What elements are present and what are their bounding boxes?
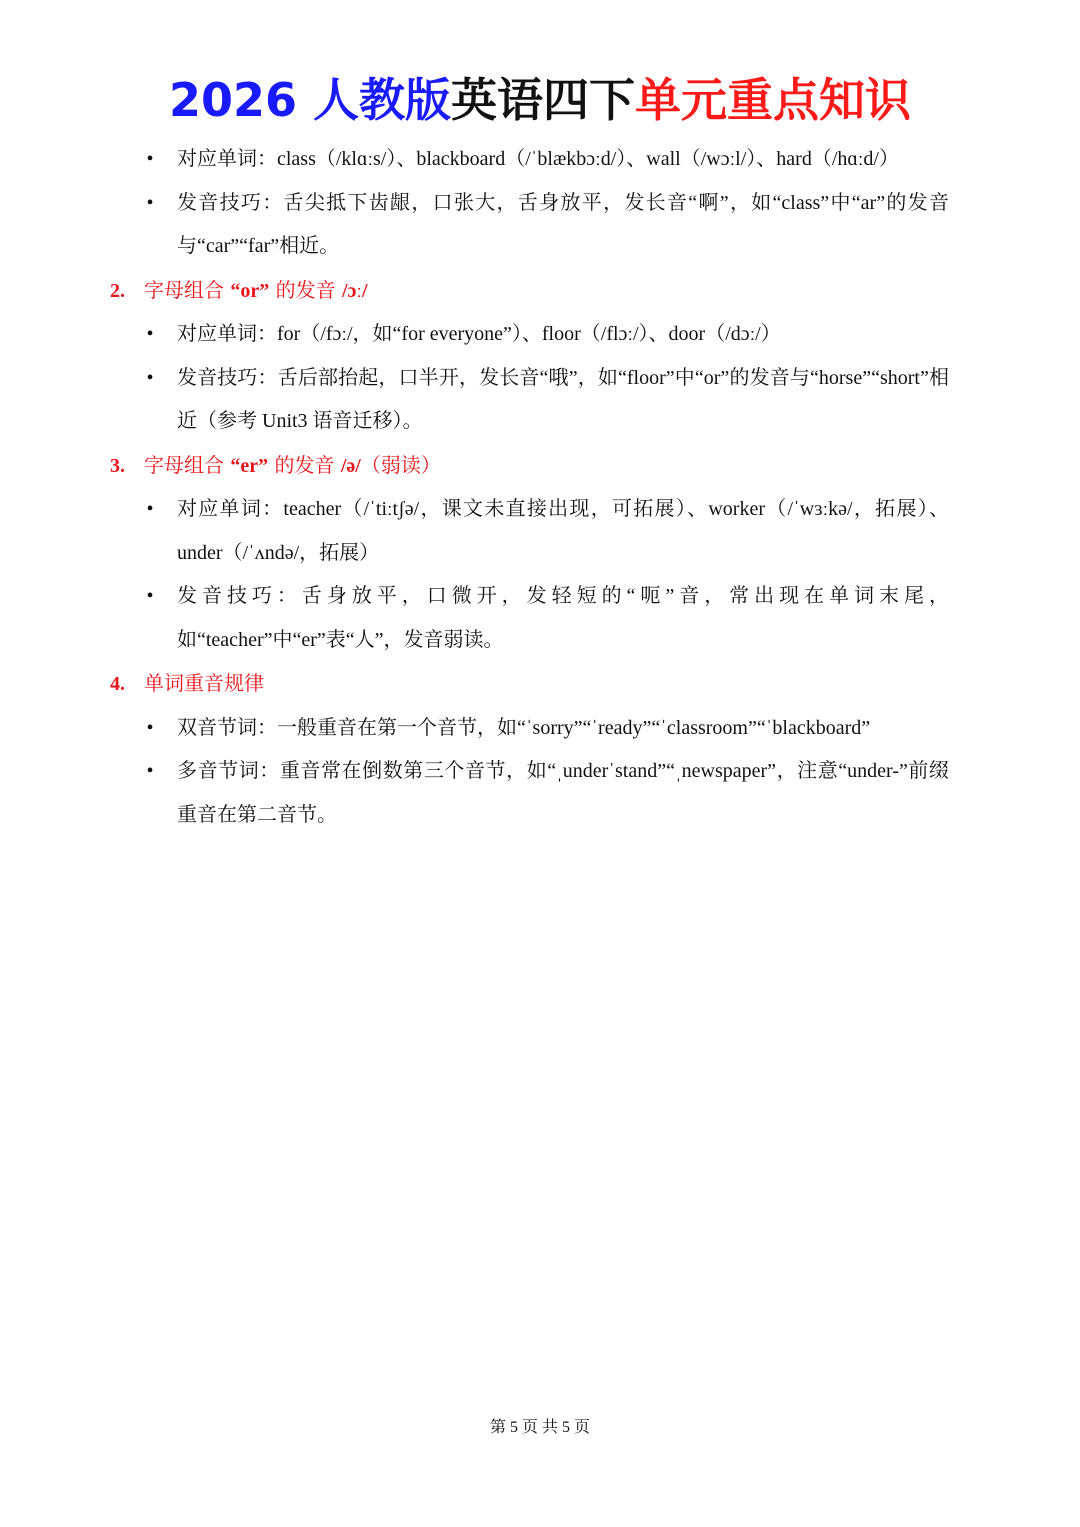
section-heading-key: “er”: [230, 454, 269, 477]
list-item: [146, 357, 949, 444]
bullet-icon: •: [146, 585, 154, 607]
section-heading-ipa: /ə/: [340, 454, 361, 477]
section-heading-mid: 的发音: [275, 277, 336, 302]
title-part-year-edition: 2026 人教版: [168, 73, 452, 127]
section-heading-er: [110, 444, 1080, 489]
section-heading-key: “or”: [230, 279, 270, 302]
list-item: [146, 182, 949, 269]
bullet-text: 对应单词：teacher（/ˈtiːtʃə/，课文未直接出现，可拓展）、worker（/ˈwɜːkə/，拓展）、under（/ˈʌndə/，拓展）: [177, 498, 949, 564]
bullet-icon: •: [146, 366, 154, 389]
section-number: 2.: [110, 279, 125, 302]
list-item: [146, 750, 949, 837]
section-number: 3.: [110, 454, 125, 477]
bullet-icon: •: [146, 323, 154, 345]
document-body: [0, 138, 1080, 837]
section-heading-text: 单词重音规律: [144, 671, 264, 695]
page-footer: 第 5 页 共 5 页: [489, 1419, 590, 1436]
bullet-text: 对应单词：for（/fɔː/，如“for everyone”）、floor（/flɔː/）、door（/dɔː/）: [177, 323, 781, 345]
bullet-icon: •: [146, 716, 154, 739]
section-heading-or: [110, 269, 1080, 314]
section-number: 4.: [110, 673, 125, 695]
bullet-icon: •: [146, 498, 154, 520]
section-heading-text: 字母组合: [144, 277, 224, 302]
list-item: [146, 488, 949, 575]
bullet-text: 发音技巧：舌尖抵下齿龈，口张大，舌身放平，发长音“啊”，如“class”中“ar”的发音与“car”“far”相近。: [177, 191, 949, 257]
title-part-subject: 英语四下: [451, 73, 636, 127]
section-heading-stress: [110, 662, 1080, 707]
page-title: [0, 68, 1080, 132]
section-heading-post: （弱读）: [360, 452, 441, 477]
list-item: [146, 707, 949, 751]
bullet-icon: •: [146, 148, 154, 170]
list-item: [146, 138, 949, 182]
bullet-icon: •: [146, 760, 154, 782]
bullet-icon: •: [146, 191, 154, 214]
section-heading-ipa: /ɔː/: [341, 279, 368, 302]
list-item: [146, 575, 949, 662]
bullet-text: 发音技巧：舌身放平，口微开，发轻短的“呃”音，常出现在单词末尾，如“teacher”中“er”表“人”，发音弱读。: [177, 585, 949, 651]
title-part-topic: 单元重点知识: [635, 73, 912, 127]
list-item: [146, 313, 949, 357]
section-heading-text: 字母组合: [144, 452, 224, 477]
bullet-text: 对应单词：class（/klɑːs/）、blackboard（/ˈblækbɔːd/）、wall（/wɔːl/）、hard（/hɑːd/）: [177, 148, 899, 170]
section-heading-mid: 的发音: [274, 452, 335, 477]
bullet-text: 多音节词：重音常在倒数第三个音节，如“ˌunderˈstand”“ˌnewspaper”，注意“under-”前缀重音在第二音节。: [177, 760, 949, 826]
bullet-text: 双音节词：一般重音在第一个音节，如“ˈsorry”“ˈready”“ˈclassroom”“ˈblackboard”: [177, 716, 871, 739]
bullet-text: 发音技巧：舌后部抬起，口半开，发长音“哦”，如“floor”中“or”的发音与“horse”“short”相近（参考 Unit3 语音迁移）。: [177, 366, 949, 432]
